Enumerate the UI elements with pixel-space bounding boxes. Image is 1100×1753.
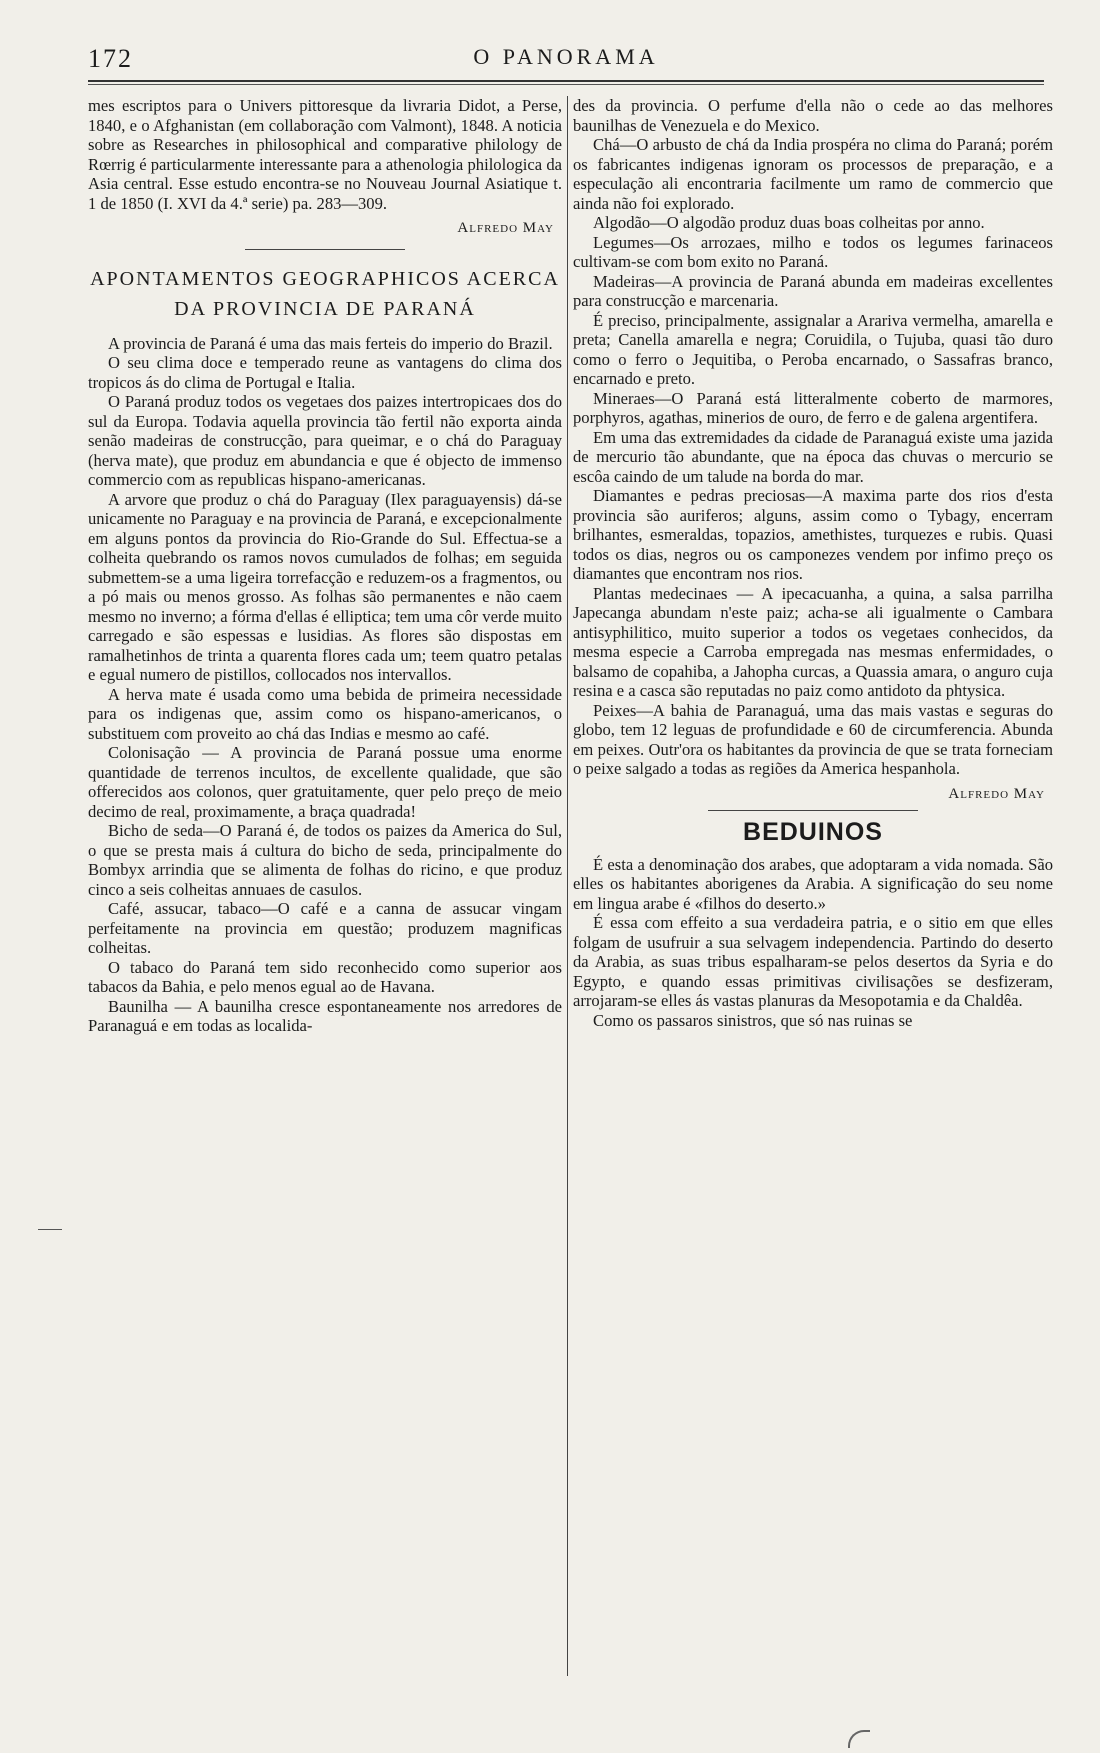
paragraph: Plantas medecinaes — A ipecacuanha, a quina, a salsa parrilha Japecanga abundam n'este paiz; acha-se ali igualmente o Cambara antisyphilitico, muito superior a todos os vegetaes conhecidos, da mesma especie a Carroba empregada nas mesmas enfermidades, o balsamo de copahiba, a Jahopha curcas, a Quassia amara, o anguro cuja resina e a casca são reputadas no paiz como antidoto da phtysica. — [573, 583, 1053, 700]
margin-mark — [38, 1229, 62, 1230]
paragraph: Café, assucar, tabaco—O café e a canna de assucar vingam perfeitamente na provincia em questão; produzem magnificas colheitas. — [88, 899, 562, 957]
author-signature: Alfredo May — [457, 220, 554, 236]
column-divider — [567, 96, 568, 1676]
pen-mark — [848, 1730, 870, 1748]
paragraph: A arvore que produz o chá do Paraguay (Ilex paraguayensis) dá-se unicamente no Paraguay e na provincia de Paraná, e excepcionalmente em alguns pontos da provincia do Rio-Grande do Sul. Effectua-se a colheita quebrando os ramos novos cumulados de folhas; em seguida submettem-se a uma ligeira torrefacção e reduzem-os a fragmentos, ou a pó mais ou menos grosso. As folhas são permanentes e não caem mesmo no inverno; a fórma d'ellas é elliptica; tem uma côr verde muito carregado e são espessas e lusidias. As flores são dispostas em ramalhetinhos de trinta a quarenta flores cada um; teem quatro petalas e egual numero de pistillos, collocados nos intervallos. — [88, 489, 562, 684]
header-rule-thin — [88, 84, 1044, 85]
paragraph: Legumes—Os arrozaes, milho e todos os legumes farinaceos cultivam-se com bom exito no Paraná. — [573, 232, 1053, 271]
paragraph: O tabaco do Paraná tem sido reconhecido como superior aos tabacos da Bahia, e pelo menos egual ao de Havana. — [88, 957, 562, 996]
page-number: 172 — [88, 44, 133, 73]
paragraph: mes escriptos para o Univers pittoresque da livraria Didot, a Perse, 1840, e o Afghanistan (em collaboração com Valmont), 1848. A noticia sobre as Researches in philosophical and comparative philology de Rœrrig é particularmente interessante para a athenologia philologica da Asia central. Esse estudo encontra-se no Nouveau Journal Asiatique t. 1 de 1850 (I. XVI da 4.ª serie) pa. 283—309. — [88, 96, 562, 213]
header-rule — [88, 80, 1044, 82]
left-column — [88, 96, 562, 1036]
paragraph: des da provincia. O perfume d'ella não o cede ao das melhores baunilhas de Venezuela e do Mexico. — [573, 96, 1053, 135]
paragraph: Mineraes—O Paraná está litteralmente coberto de marmores, porphyros, agathas, minerios de ouro, de ferro e de galena argentifera. — [573, 388, 1053, 427]
paragraph: O Paraná produz todos os vegetaes dos paizes intertropicaes dos do sul da Europa. Todavia aquella provincia tão fertil não exporta ainda senão madeiras de construcção, para queimar, e o chá do Paraguay (herva mate), que produz em abundancia e que é objecto de immenso commercio com as republicas hispano-americanas. — [88, 392, 562, 489]
paragraph: Como os passaros sinistros, que só nas ruinas se — [593, 1010, 913, 1030]
paragraph: A provincia de Paraná é uma das mais ferteis do imperio do Brazil. — [108, 333, 553, 353]
paragraph: Madeiras—A provincia de Paraná abunda em madeiras excellentes para construcção e marcenaria. — [573, 271, 1053, 310]
paragraph: É essa com effeito a sua verdadeira patria, e o sitio em que elles folgam de usufruir a sua selvagem independencia. Partindo do deserto da Arabia, as suas tribus espalharam-se pelos desertos da Syria e do Egypto, e quando essas primitivas civilisações se desfizeram, arrojaram-se elles ás vastas planuras da Mesopotamia e da Chaldêa. — [573, 913, 1053, 1010]
paragraph: Algodão—O algodão produz duas boas colheitas por anno. — [593, 213, 985, 232]
running-title: O PANORAMA — [473, 44, 659, 69]
author-signature: Alfredo May — [948, 785, 1045, 802]
section-heading: BEDUINOS — [743, 818, 883, 846]
paragraph: Chá—O arbusto de chá da India prospéra no clima do Paraná; porém os fabricantes indigenas ignoram os processos de preparação, e a especulação ali encontraria facilmente um ramo de commercio que ainda não foi explorado. — [573, 135, 1053, 213]
paragraph: Em uma das extremidades da cidade de Paranaguá existe uma jazida de mercurio tão abundante, que na época das chuvas o mercurio se escôa caindo de um talude na borda do mar. — [573, 427, 1053, 486]
article-heading-line2: DA PROVINCIA DE PARANÁ — [174, 297, 476, 320]
paragraph: Colonisação — A provincia de Paraná possue uma enorme quantidade de terrenos incultos, de excellente qualidade, que são offerecidos aos colonos, quer gratuitamente, quer pelo preço de meio decimo de real, proximamente, a braça quadrada! — [88, 743, 562, 821]
paragraph: Diamantes e pedras preciosas—A maxima parte dos rios d'esta provincia são auriferos; alguns, assim como o Tybagy, encerram brilhantes, esmeraldas, topazios, amethistes, turquezes e rubis. Quasi todos os dias, negros ou os camponezes vendem por infimo preço os diamantes que encontram nos rios. — [573, 486, 1053, 583]
paragraph: Baunilha — A baunilha cresce espontaneamente nos arredores de Paranaguá e em todas as localida- — [88, 996, 562, 1035]
paragraph: O seu clima doce e temperado reune as vantagens do clima dos tropicos ás do clima de Portugal e Italia. — [88, 353, 562, 392]
paragraph: Bicho de seda—O Paraná é, de todos os paizes da America do Sul, o que se presta mais á cultura do bicho de seda, principalmente do Bombyx arrindia que se alimenta de folhas do ricino, e que produz cinco a seis colheitas annuaes de casulos. — [88, 821, 562, 899]
paragraph: É esta a denominação dos arabes, que adoptaram a vida nomada. São elles os habitantes aborigenes da Arabia. A significação do seu nome em lingua arabe é «filhos do deserto.» — [573, 854, 1053, 913]
section-separator — [708, 810, 918, 811]
paragraph: É preciso, principalmente, assignalar a Arariva vermelha, amarella e preta; Canella amarella e negra; Coruidila, o Tujuba, quasi tão duro como o ferro o Jequitiba, o Peroba encarnado, o Sassafras branco, encarnado e preto. — [573, 310, 1053, 388]
section-separator — [245, 249, 405, 250]
paragraph: Peixes—A bahia de Paranaguá, uma das mais vastas e seguras do globo, tem 12 leguas de profundidade e 60 de circumferencia. Abunda em peixes. Outr'ora os habitantes da provincia de que se trata forneciam o peixe salgado a todas as regiões da America hespanhola. — [573, 700, 1053, 778]
page-header — [88, 44, 1044, 78]
paragraph: A herva mate é usada como uma bebida de primeira necessidade para os indigenas que, assim como os hispano-americanos, o substituem com proveito ao chá das Indias e mesmo ao café. — [88, 684, 562, 743]
article-heading-line1: APONTAMENTOS GEOGRAPHICOS ACERCA — [90, 267, 560, 290]
right-column — [573, 96, 1053, 1030]
